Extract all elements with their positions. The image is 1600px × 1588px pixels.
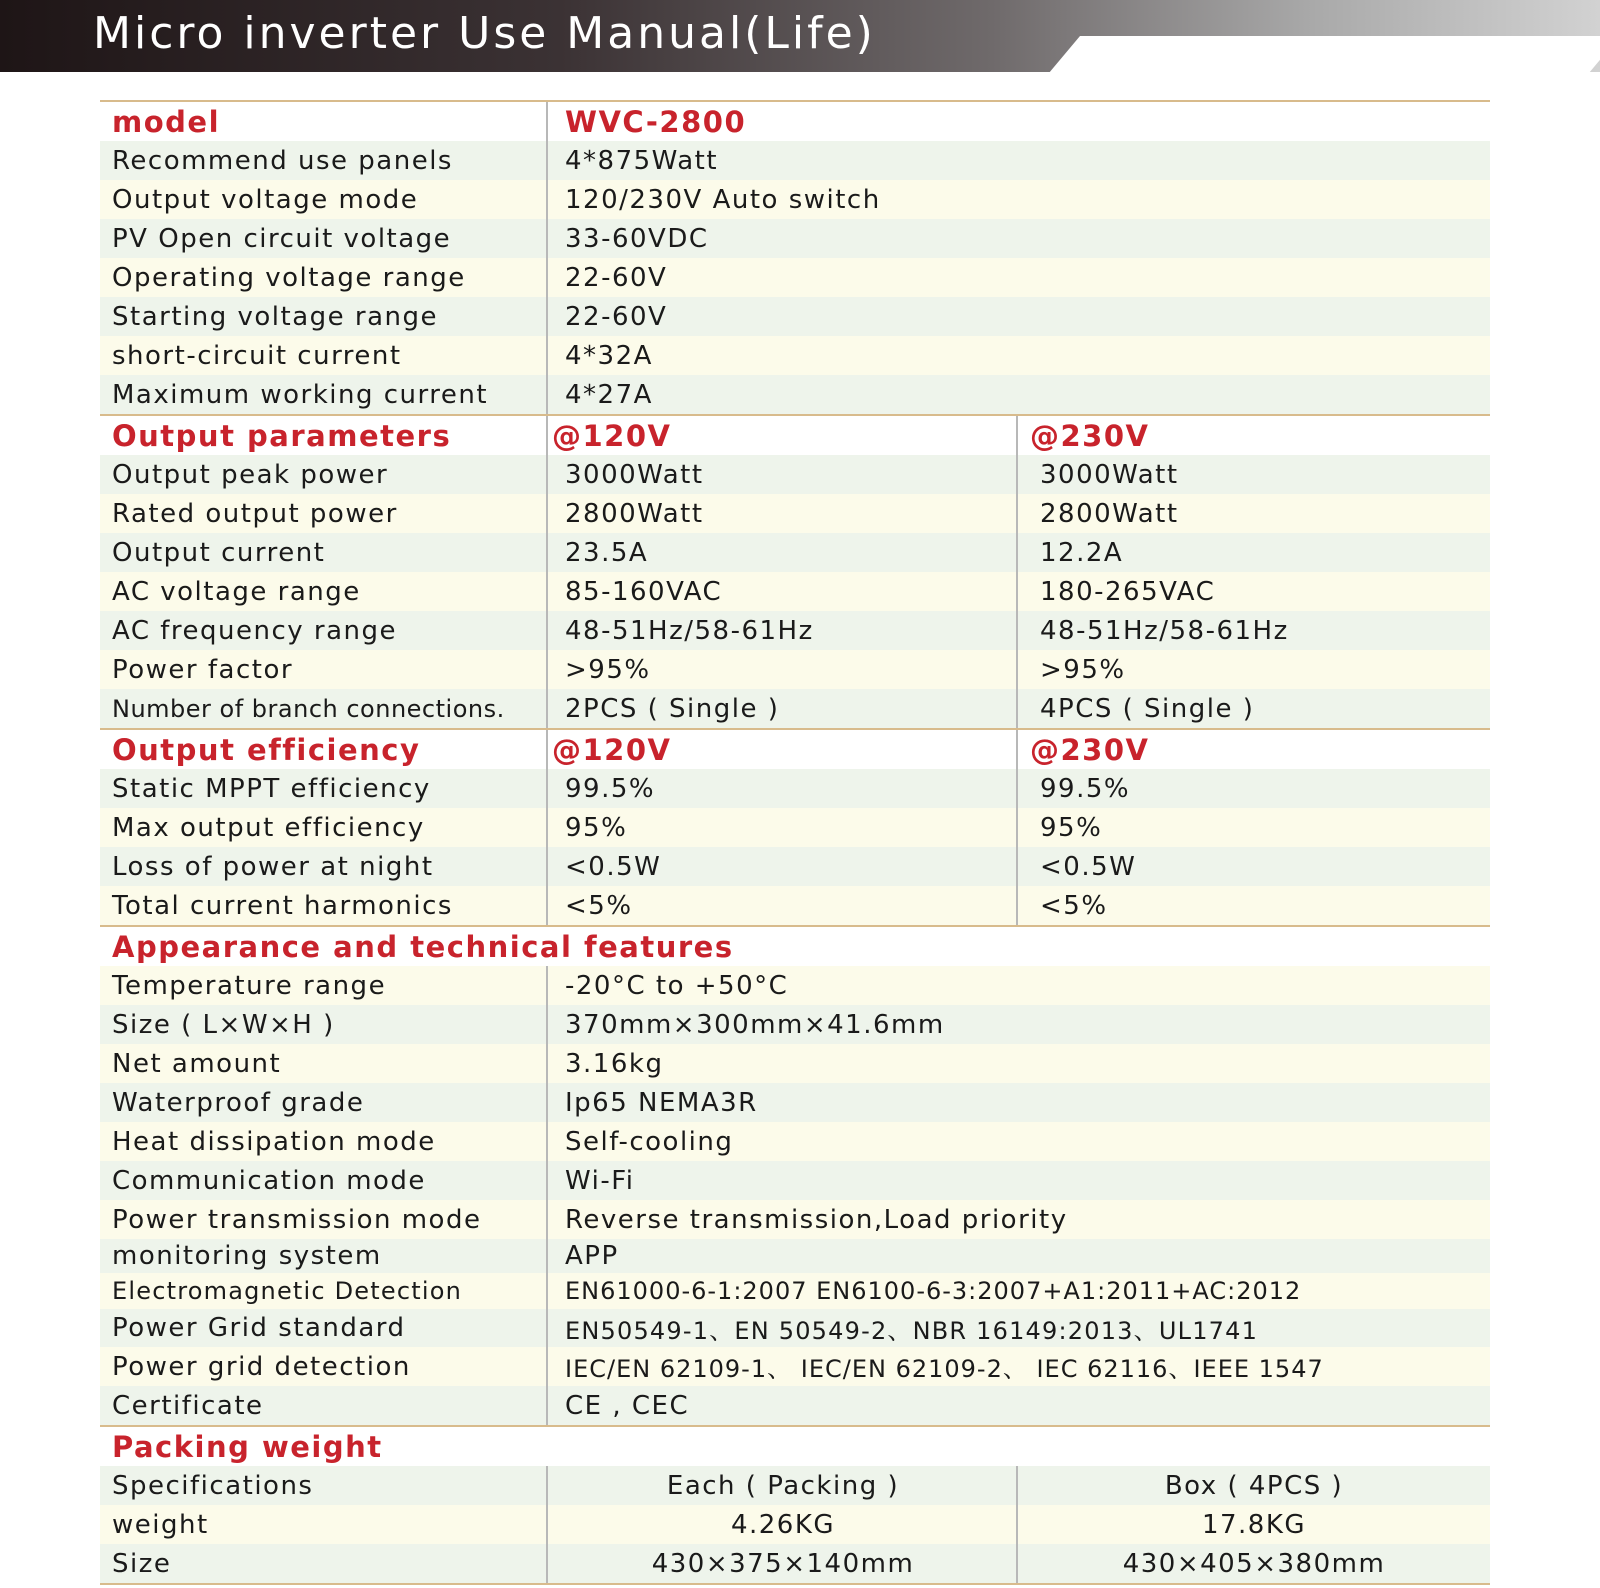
spec-value: APP (565, 1241, 619, 1271)
spec-label: Loss of power at night (112, 851, 434, 882)
column-divider (1016, 886, 1018, 925)
spec-value-each: 4.26KG (730, 1509, 836, 1540)
spec-row (100, 533, 1490, 572)
packing-header (100, 1425, 1490, 1466)
spec-row (100, 1200, 1490, 1239)
spec-value: -20°C to +50°C (565, 970, 789, 1001)
column-divider (546, 1044, 548, 1083)
spec-value-120v: 2PCS ( Single ) (565, 693, 780, 724)
column-divider (546, 1309, 548, 1347)
column-divider (1016, 808, 1018, 847)
column-divider (1016, 533, 1018, 572)
spec-label: Power Grid standard (112, 1313, 406, 1343)
column-divider (546, 808, 548, 847)
spec-value: 120/230V Auto switch (565, 184, 881, 215)
spec-row (100, 847, 1490, 886)
column-divider (546, 886, 548, 925)
spec-label: Output voltage mode (112, 184, 419, 215)
spec-row (100, 689, 1490, 728)
column-divider (546, 572, 548, 611)
spec-value-120v: <0.5W (565, 851, 662, 882)
spec-value-each: 430×375×140mm (651, 1548, 915, 1579)
spec-value: 370mm×300mm×41.6mm (565, 1009, 945, 1040)
column-divider (546, 494, 548, 533)
column-divider (546, 297, 548, 336)
spec-row (100, 258, 1490, 297)
column-divider (1016, 1505, 1018, 1544)
spec-label: Maximum working current (112, 379, 489, 410)
spec-label: Total current harmonics (112, 890, 453, 921)
column-header-120v: @120V (552, 732, 672, 767)
spec-row (100, 1505, 1490, 1544)
column-divider (1016, 1466, 1018, 1505)
spec-label: AC voltage range (112, 576, 361, 607)
spec-label: Net amount (112, 1048, 282, 1079)
spec-row (100, 1466, 1490, 1505)
spec-label: Starting voltage range (112, 301, 438, 332)
column-divider (546, 1273, 548, 1309)
column-divider (546, 1005, 548, 1044)
spec-row (100, 1239, 1490, 1273)
column-divider (1016, 572, 1018, 611)
column-divider (546, 336, 548, 375)
column-divider (546, 375, 548, 414)
column-divider (546, 769, 548, 808)
column-divider (1016, 730, 1018, 769)
spec-value-230v: 12.2A (1040, 537, 1124, 568)
spec-value-box: 17.8KG (1201, 1509, 1307, 1540)
spec-value-230v: 99.5% (1040, 773, 1131, 804)
spec-row (100, 1347, 1490, 1386)
column-divider (1016, 455, 1018, 494)
spec-label: Max output efficiency (112, 812, 425, 843)
spec-value-120v: 95% (565, 812, 628, 843)
spec-row (100, 1161, 1490, 1200)
spec-row (100, 1273, 1490, 1309)
spec-label: Size ( L×W×H ) (112, 1009, 335, 1040)
spec-value: 3.16kg (565, 1048, 664, 1079)
spec-value: 22-60V (565, 301, 668, 332)
column-divider (546, 611, 548, 650)
spec-value: EN61000-6-1:2007 EN6100-6-3:2007+A1:2011+AC:2012 (565, 1277, 1302, 1305)
section-title: Output efficiency (112, 732, 421, 767)
spec-label: monitoring system (112, 1241, 382, 1271)
spec-label: Output peak power (112, 459, 389, 490)
spec-row (100, 769, 1490, 808)
column-header-230v: @230V (1030, 732, 1150, 767)
column-divider (1016, 611, 1018, 650)
spec-row (100, 966, 1490, 1005)
spec-value: EN50549-1、EN 50549-2、NBR 16149:2013、UL1741 (565, 1316, 1259, 1345)
column-divider (546, 533, 548, 572)
spec-row (100, 650, 1490, 689)
spec-row (100, 572, 1490, 611)
column-divider (546, 258, 548, 297)
output-efficiency-header (100, 728, 1490, 769)
spec-value-230v: 180-265VAC (1040, 576, 1216, 607)
section-title: Output parameters (112, 418, 452, 453)
spec-row (100, 180, 1490, 219)
column-divider (546, 1466, 548, 1505)
spec-label: PV Open circuit voltage (112, 223, 452, 254)
column-divider (546, 455, 548, 494)
spec-label: Static MPPT efficiency (112, 773, 431, 804)
column-divider (1016, 1544, 1018, 1583)
spec-label: Certificate (112, 1390, 264, 1421)
spec-row (100, 1386, 1490, 1425)
column-divider (1016, 689, 1018, 728)
spec-value-230v: 2800Watt (1040, 498, 1179, 529)
spec-value: Reverse transmission,Load priority (565, 1204, 1068, 1235)
spec-value: 22-60V (565, 262, 668, 293)
model-value: WVC-2800 (565, 104, 747, 139)
spec-label: Waterproof grade (112, 1087, 365, 1118)
spec-row (100, 1544, 1490, 1585)
column-divider (546, 1122, 548, 1161)
spec-value-each: Each ( Packing ) (666, 1470, 900, 1501)
column-divider (546, 102, 548, 141)
spec-label: Power transmission mode (112, 1204, 482, 1235)
spec-value-120v: 85-160VAC (565, 576, 723, 607)
column-divider (546, 219, 548, 258)
spec-label: Rated output power (112, 498, 398, 529)
column-header-120v: @120V (552, 418, 672, 453)
model-label: model (112, 104, 221, 139)
spec-value-230v: >95% (1040, 654, 1126, 685)
spec-row (100, 1044, 1490, 1083)
spec-label: Output current (112, 537, 326, 568)
spec-value: IEC/EN 62109-1、 IEC/EN 62109-2、 IEC 62116、IEEE 1547 (565, 1355, 1324, 1383)
spec-label: Operating voltage range (112, 262, 466, 293)
spec-row (100, 1309, 1490, 1347)
spec-row (100, 1005, 1490, 1044)
column-divider (1016, 494, 1018, 533)
spec-row (100, 494, 1490, 533)
spec-value: Ip65 NEMA3R (565, 1087, 758, 1118)
column-divider (546, 1200, 548, 1239)
spec-row (100, 886, 1490, 925)
page-title: Micro inverter Use Manual(Life) (93, 8, 876, 59)
column-divider (546, 1083, 548, 1122)
spec-label: Recommend use panels (112, 145, 453, 176)
column-header-230v: @230V (1030, 418, 1150, 453)
section-title: Packing weight (112, 1429, 383, 1464)
spec-value-230v: 3000Watt (1040, 459, 1179, 490)
spec-value-120v: 23.5A (565, 537, 649, 568)
column-divider (1016, 847, 1018, 886)
spec-row (100, 1122, 1490, 1161)
column-divider (546, 689, 548, 728)
spec-label: Number of branch connections. (112, 694, 505, 723)
spec-label: Power grid detection (112, 1351, 411, 1382)
column-divider (546, 1161, 548, 1200)
spec-label: short-circuit current (112, 340, 402, 371)
spec-label: Communication mode (112, 1165, 426, 1196)
column-divider (546, 141, 548, 180)
spec-value-120v: 99.5% (565, 773, 656, 804)
spec-value: 4*32A (565, 340, 653, 371)
spec-value: CE , CEC (565, 1390, 690, 1421)
spec-value-230v: <0.5W (1040, 851, 1137, 882)
spec-row (100, 1083, 1490, 1122)
spec-value-box: Box ( 4PCS ) (1164, 1470, 1344, 1501)
spec-value-120v: 3000Watt (565, 459, 704, 490)
column-divider (546, 1544, 548, 1583)
spec-label: Electromagnetic Detection (112, 1277, 463, 1305)
spec-row (100, 336, 1490, 375)
column-divider (546, 1347, 548, 1386)
column-divider (1016, 416, 1018, 455)
spec-value-230v: 48-51Hz/58-61Hz (1040, 615, 1289, 646)
spec-value-120v: <5% (565, 890, 633, 921)
spec-row (100, 808, 1490, 847)
spec-value-120v: 2800Watt (565, 498, 704, 529)
spec-value-120v: 48-51Hz/58-61Hz (565, 615, 814, 646)
spec-value-230v: <5% (1040, 890, 1108, 921)
spec-value: Wi-Fi (565, 1165, 635, 1196)
spec-row (100, 455, 1490, 494)
spec-value-230v: 95% (1040, 812, 1103, 843)
spec-row (100, 219, 1490, 258)
model-row (100, 100, 1490, 141)
spec-value: Self-cooling (565, 1126, 734, 1157)
column-divider (546, 416, 548, 455)
column-divider (546, 1239, 548, 1273)
column-divider (1016, 769, 1018, 808)
spec-value-230v: 4PCS ( Single ) (1040, 693, 1255, 724)
column-divider (546, 180, 548, 219)
column-divider (546, 847, 548, 886)
column-divider (546, 650, 548, 689)
spec-row (100, 141, 1490, 180)
spec-value: 33-60VDC (565, 223, 709, 254)
spec-value: 4*875Watt (565, 145, 719, 176)
column-divider (546, 1386, 548, 1425)
spec-label: Size (112, 1548, 172, 1579)
spec-row (100, 611, 1490, 650)
column-divider (546, 1505, 548, 1544)
spec-label: Power factor (112, 654, 294, 685)
title-bar-notch (1046, 36, 1600, 76)
column-divider (546, 730, 548, 769)
spec-label: Heat dissipation mode (112, 1126, 436, 1157)
spec-label: weight (112, 1509, 209, 1540)
spec-label: AC frequency range (112, 615, 398, 646)
column-divider (546, 966, 548, 1005)
spec-value-120v: >95% (565, 654, 651, 685)
spec-label: Specifications (112, 1470, 314, 1501)
output-parameters-header (100, 414, 1490, 455)
spec-table (100, 100, 1490, 1585)
spec-value: 4*27A (565, 379, 653, 410)
spec-row (100, 375, 1490, 414)
spec-label: Temperature range (112, 970, 387, 1001)
appearance-header (100, 925, 1490, 966)
section-title: Appearance and technical features (112, 929, 734, 964)
spec-row (100, 297, 1490, 336)
column-divider (1016, 650, 1018, 689)
spec-value-box: 430×405×380mm (1122, 1548, 1386, 1579)
